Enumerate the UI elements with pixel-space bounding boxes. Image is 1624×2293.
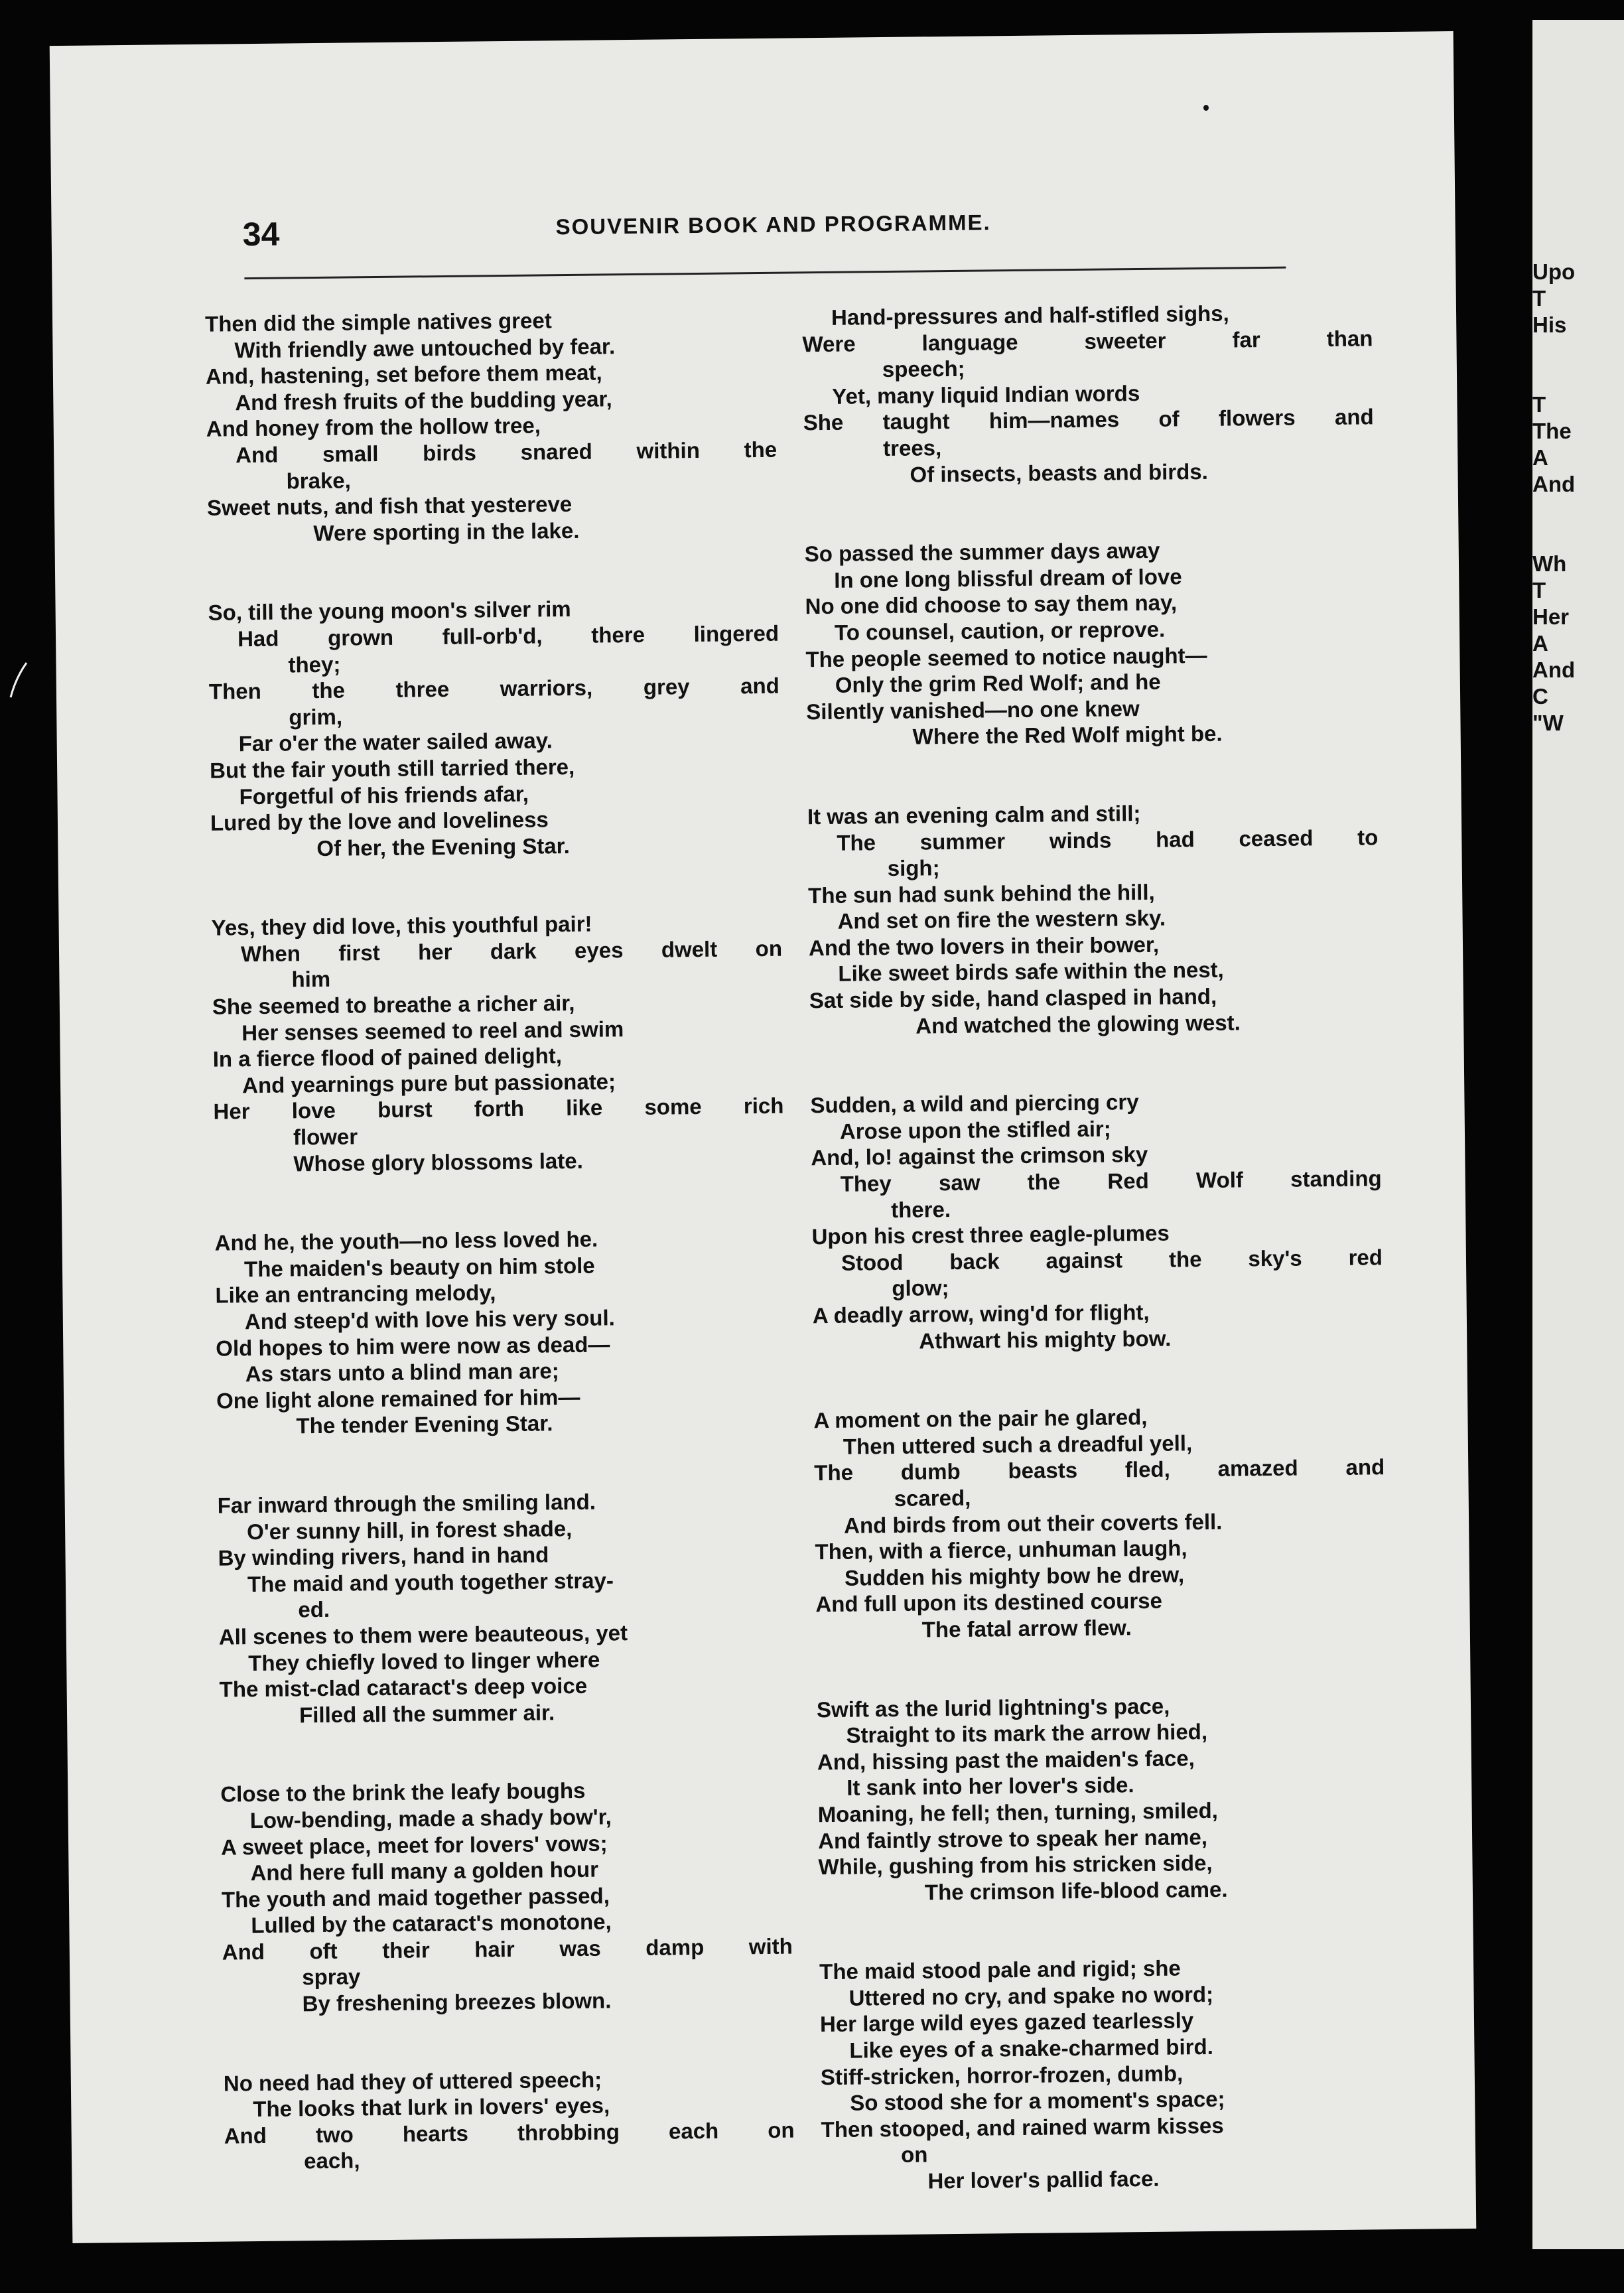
poem-line: The dumb beasts fled, amazed and xyxy=(814,1454,1385,1486)
poem-line: Old hopes to him were now as dead— xyxy=(216,1332,610,1361)
poem-line: ed. xyxy=(298,1597,330,1622)
poem-line: him xyxy=(291,967,331,992)
fragment-line: T xyxy=(1532,392,1546,417)
poem-line: While, gushing from his stricken side, xyxy=(818,1850,1213,1880)
poem-line: When first her dark eyes dwelt on xyxy=(240,936,783,967)
fragment-line: Her xyxy=(1532,604,1570,629)
poem-line: So stood she for a moment's space; xyxy=(850,2087,1225,2115)
poem-line: Whose glory blossoms late. xyxy=(293,1148,583,1176)
poem-line: Lured by the love and loveliness xyxy=(210,807,549,835)
poem-line: It sank into her lover's side. xyxy=(846,1772,1134,1801)
poem-line: Stood back against the sky's red xyxy=(841,1245,1383,1275)
poem-line: The people seemed to notice naught— xyxy=(805,642,1207,671)
poem-line: Low-bending, made a shady bow'r, xyxy=(249,1804,612,1833)
poem-line: Her senses seemed to reel and swim xyxy=(241,1016,624,1045)
poem-line: grim, xyxy=(289,704,343,730)
poem-line: Moaning, he fell; then, turning, smiled, xyxy=(817,1797,1219,1827)
poem-line: And he, the youth—no less loved he. xyxy=(214,1226,598,1255)
poem-line: A moment on the pair he glared, xyxy=(813,1405,1148,1433)
facing-page-fragments xyxy=(1532,259,1624,790)
poem-line: Then did the simple natives greet xyxy=(204,308,552,336)
poem-line: One light alone remained for him— xyxy=(216,1384,580,1413)
stanza xyxy=(805,535,1377,751)
poem-line: Yet, many liquid Indian words xyxy=(832,380,1140,409)
poem-line: The sun had sunk behind the hill, xyxy=(807,879,1155,908)
poem-line: Forgetful of his friends afar, xyxy=(239,781,529,809)
book-page xyxy=(50,31,1477,2243)
poem-line: By winding rivers, hand in hand xyxy=(218,1542,549,1570)
poem-line: She seemed to breathe a richer air, xyxy=(212,991,575,1019)
left-column xyxy=(205,305,795,2228)
poem-line: Upon his crest three eagle-plumes xyxy=(811,1220,1170,1249)
poem-line: Lulled by the cataract's monotone, xyxy=(251,1909,612,1938)
poem-line: And the two lovers in their bower, xyxy=(808,932,1160,961)
poem-line: Hand-pressures and half-stifled sighs, xyxy=(831,301,1229,330)
poem-line: Yes, they did love, this youthful pair! xyxy=(211,911,592,940)
fragment-line: "W xyxy=(1532,711,1564,735)
stanza xyxy=(211,909,784,1178)
stanza xyxy=(802,299,1375,488)
poem-line: Her lover's pallid face. xyxy=(927,2166,1160,2193)
fragment-line: A xyxy=(1532,445,1548,470)
poem-line: Silently vanished—no one knew xyxy=(806,695,1140,724)
poem-line: No need had they of uttered speech; xyxy=(223,2067,602,2096)
poem-line: But the fair youth still tarried there, xyxy=(209,754,575,783)
stanza xyxy=(214,1224,787,1440)
poem-line: Far inward through the smiling land. xyxy=(217,1489,596,1518)
poem-line: The youth and maid together passed, xyxy=(221,1883,610,1912)
poem-line: O'er sunny hill, in forest shade, xyxy=(246,1515,573,1544)
right-column xyxy=(802,299,1393,2247)
stanza xyxy=(205,305,778,547)
poem-line: To counsel, caution, or reprove. xyxy=(834,616,1166,645)
poem-line: And set on fire the western sky. xyxy=(837,905,1166,934)
stanza xyxy=(224,2064,795,2175)
poem-line: Only the grim Red Wolf; and he xyxy=(835,669,1161,697)
poem-line: And, lo! against the crimson sky xyxy=(811,1142,1148,1170)
page-speck xyxy=(1203,105,1209,111)
stanza xyxy=(807,798,1381,1040)
poem-line: Far o'er the water sailed away. xyxy=(238,728,553,756)
fragment-line: And xyxy=(1532,658,1576,682)
poem-line: Like eyes of a snake-charmed bird. xyxy=(849,2034,1213,2063)
poem-line: And steep'd with love his very soul. xyxy=(244,1305,616,1334)
poem-line: So passed the summer days away xyxy=(804,537,1160,567)
poem-line: Close to the brink the leafy boughs xyxy=(220,1778,586,1807)
poem-line: they; xyxy=(288,652,341,677)
poem-line: By freshening breezes blown. xyxy=(302,1988,612,2016)
fragment-line: T xyxy=(1532,578,1546,602)
poem-line: The maiden's beauty on him stole xyxy=(243,1253,595,1282)
poem-line: Then stooped, and rained warm kisses xyxy=(821,2113,1224,2142)
poem-line: And small birds snared within the xyxy=(235,437,778,468)
poem-line: Swift as the lurid lightning's pace, xyxy=(816,1693,1170,1722)
poem-line: brake, xyxy=(286,468,352,494)
poem-line: Sudden his mighty bow he drew, xyxy=(844,1562,1185,1590)
poem-line: No one did choose to say them nay, xyxy=(805,590,1178,619)
poem-line: And full upon its destined course xyxy=(815,1588,1163,1617)
poem-line: Sudden, a wild and piercing cry xyxy=(810,1089,1139,1118)
fragment-line: Upo xyxy=(1532,259,1576,284)
poem-line: Of insects, beasts and birds. xyxy=(910,458,1209,487)
poem-line: As stars unto a blind man are; xyxy=(245,1358,559,1387)
stanza xyxy=(810,1086,1383,1355)
poem-line: Her large wild eyes gazed tearlessly xyxy=(819,2008,1194,2037)
poem-line: The maid and youth together stray- xyxy=(247,1568,614,1596)
poem-line: The mist-clad cataract's deep voice xyxy=(219,1673,588,1702)
poem-line: Straight to its mark the arrow hied, xyxy=(846,1719,1208,1748)
poem-line: glow; xyxy=(892,1275,949,1301)
poem-line: Were language sweeter far than xyxy=(802,325,1373,356)
poem-line: Uttered no cry, and spake no word; xyxy=(848,1981,1214,2010)
poem-line: A deadly arrow, wing'd for flight, xyxy=(812,1299,1150,1328)
poem-line: there. xyxy=(890,1196,951,1222)
poem-line: Sat side by side, hand clasped in hand, xyxy=(809,983,1217,1013)
poem-line: The crimson life-blood came. xyxy=(924,1876,1228,1905)
poem-line: So, till the young moon's silver rim xyxy=(208,596,571,626)
poem-line: All scenes to them were beauteous, yet xyxy=(218,1620,628,1649)
poem-line: Sweet nuts, and fish that yestereve xyxy=(206,492,573,520)
poem-line: It was an evening calm and still; xyxy=(807,800,1141,829)
fragment-line: C xyxy=(1532,684,1548,709)
poem-line: Filled all the summer air. xyxy=(299,1700,555,1728)
poem-line: Athwart his mighty bow. xyxy=(919,1326,1172,1354)
stanza xyxy=(218,1487,791,1729)
stanza xyxy=(208,594,781,863)
page-number: 34 xyxy=(242,215,280,253)
poem-line: scared, xyxy=(894,1485,971,1511)
fragment-line: His xyxy=(1532,313,1567,337)
poem-line: Then uttered such a dreadful yell, xyxy=(843,1430,1193,1459)
poem-line: And, hastening, set before them meat, xyxy=(205,360,602,389)
stanza xyxy=(819,1953,1392,2195)
poem-line: The summer winds had ceased to xyxy=(837,824,1379,855)
poem-line: Like sweet birds safe within the nest, xyxy=(838,957,1224,987)
poem-line: Then the three warriors, grey and xyxy=(208,673,780,704)
poem-line: And yearnings pure but passionate; xyxy=(241,1069,616,1098)
poem-line: each, xyxy=(303,2148,360,2174)
fragment-line: And xyxy=(1532,472,1576,496)
facing-page-edge xyxy=(1532,20,1624,2249)
poem-line: The looks that lurk in lovers' eyes, xyxy=(253,2093,610,2122)
poem-line: Arose upon the stifled air; xyxy=(839,1116,1111,1144)
stanza xyxy=(817,1691,1389,1907)
poem-line: And birds from out their coverts fell. xyxy=(843,1509,1223,1538)
poem-line: The maid stood pale and rigid; she xyxy=(819,1955,1181,1984)
poem-line: speech; xyxy=(882,356,965,382)
poem-line: sigh; xyxy=(887,855,940,881)
poem-line: Of her, the Evening Star. xyxy=(316,833,571,861)
poem-line: And here full many a golden hour xyxy=(250,1856,599,1886)
poem-line: And faintly strove to speak her name, xyxy=(817,1824,1208,1853)
poem-line: on xyxy=(900,2142,928,2168)
poem-line: Her love burst forth like some rich xyxy=(213,1093,784,1125)
margin-pen-mark xyxy=(7,660,33,700)
poem-line: trees, xyxy=(882,435,942,461)
poem-line: Where the Red Wolf might be. xyxy=(912,721,1223,749)
poem-line: And watched the glowing west. xyxy=(915,1010,1241,1038)
poem-line: They saw the Red Wolf standing xyxy=(840,1166,1382,1196)
poem-line: Then, with a fierce, unhuman laugh, xyxy=(815,1535,1187,1564)
fragment-line: The xyxy=(1532,419,1572,443)
stanza xyxy=(813,1401,1387,1643)
poem-line: flower xyxy=(293,1124,358,1150)
poem-line: With friendly awe untouched by fear. xyxy=(234,333,616,362)
stanza xyxy=(220,1775,793,2018)
poem-line: The fatal arrow flew. xyxy=(921,1615,1132,1642)
header-rule xyxy=(244,267,1286,279)
poem-line: They chiefly loved to linger where xyxy=(248,1647,600,1675)
poem-line: She taught him—names of flowers and xyxy=(803,404,1374,435)
poem-line: The tender Evening Star. xyxy=(296,1411,553,1438)
poem-line: And two hearts throbbing each on xyxy=(224,2117,795,2148)
running-head: SOUVENIR BOOK AND PROGRAMME. xyxy=(555,210,991,240)
poem-line: In one long blissful dream of love xyxy=(834,564,1182,592)
poem-line: And fresh fruits of the budding year, xyxy=(235,386,612,415)
poem-line: Were sporting in the lake. xyxy=(313,518,580,545)
poem-line: And, hissing past the maiden's face, xyxy=(817,1745,1195,1774)
poem-line: Stiff-stricken, horror-frozen, dumb, xyxy=(820,2061,1184,2089)
poem-line: And oft their hair was damp with xyxy=(222,1933,793,1965)
poem-line: In a fierce flood of pained delight, xyxy=(212,1043,563,1072)
poem-line: Had grown full-orb'd, there lingered xyxy=(237,620,779,652)
poem-line: And honey from the hollow tree, xyxy=(206,413,541,442)
poem-line: Like an entrancing melody, xyxy=(215,1280,496,1308)
fragment-line: A xyxy=(1532,631,1548,656)
fragment-line: Wh xyxy=(1532,551,1567,576)
fragment-line: T xyxy=(1532,286,1546,311)
poem-line: A sweet place, meet for lovers' vows; xyxy=(220,1831,608,1860)
poem-line: spray xyxy=(302,1964,361,1990)
